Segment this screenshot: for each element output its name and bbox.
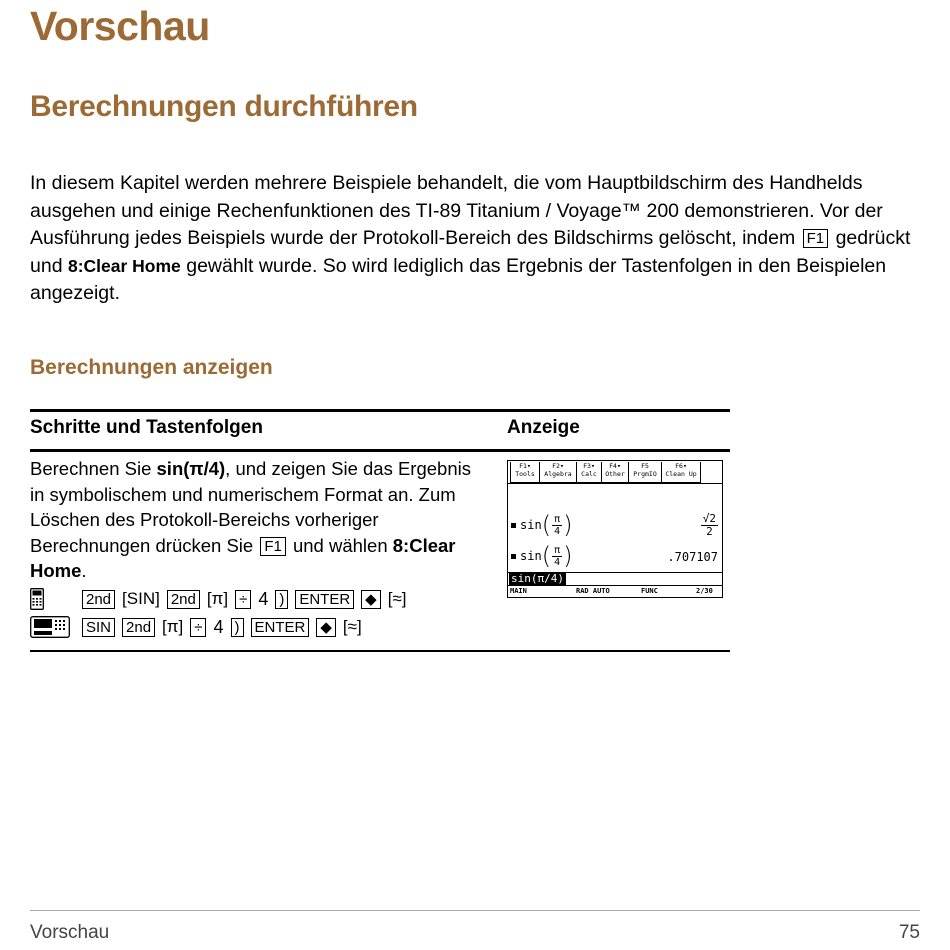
key-approx-label: ≈: [347, 617, 357, 636]
step-description: [30, 456, 490, 584]
footer-divider: [30, 910, 920, 911]
calculator-screen: [507, 460, 723, 598]
bullet-icon: [511, 554, 516, 559]
key-2nd: 2nd: [82, 590, 115, 609]
status-bar: [508, 585, 722, 597]
entry-line: sin(π/4): [511, 572, 564, 585]
key-pi: [π]: [206, 589, 229, 608]
table-header-rule: [30, 449, 730, 452]
digit-4: 4: [258, 588, 269, 609]
result-symbolic: $\frac{√2}{2}$: [702, 512, 716, 538]
table-top-rule: [30, 409, 730, 412]
step-text-4: .: [81, 560, 87, 581]
tab-clean-up: F6▾ Clean Up: [661, 462, 701, 483]
step-text-3: und wählen: [292, 534, 388, 556]
history-entry-numeric: sin ( $\frac{\pi}{4}$ ): [511, 544, 572, 568]
entry-function: sin: [520, 518, 542, 532]
key-sin: SIN: [82, 618, 115, 637]
f1-key: F1: [803, 229, 829, 248]
intro-text-1: In diesem Kapitel werden mehrere Beispiele behandelt, die vom Hauptbildschirm des Handhelds ausgehen und einige Rechenfunktionen des TI-89 Titanium / Voyage™ 200 demonstrieren. Vor der Ausführung jedes Beispiels wurde der Protokoll-Bereich des Bildschirms gelöscht, indem: [30, 172, 883, 249]
tab-algebra: F2▾ Algebra: [539, 462, 577, 483]
step-expression: sin(π/4): [156, 458, 226, 479]
key-enter: ENTER: [251, 618, 310, 637]
tab-other: F4▾ Other: [601, 462, 629, 483]
key-2nd: 2nd: [122, 618, 155, 637]
voyage200-calculator-icon: [30, 616, 72, 638]
table-bottom-rule: [30, 650, 730, 652]
result-numeric: .707107: [667, 550, 718, 564]
key-approx-label: ≈: [392, 589, 402, 608]
key-approx: [≈]: [342, 617, 362, 636]
entry-function: sin: [520, 549, 542, 563]
digit-4: 4: [213, 616, 224, 637]
entry-fraction: $\frac{\pi}{4}$: [554, 544, 561, 568]
intro-paragraph: [30, 170, 930, 308]
step-text-2: , und zeigen Sie das Ergebnis in symbolischem und numerischem Format an. Zum Löschen des Protokoll-Bereichs vorheriger Berechnungen drücken Sie: [30, 458, 471, 556]
tab-calc: F3▾ Calc: [576, 462, 602, 483]
key-close-paren: ): [231, 618, 244, 637]
toolbar-menu: [508, 461, 722, 483]
key-pi-label: π: [166, 617, 179, 636]
bullet-icon: [511, 523, 516, 528]
ti89-key-sequence: [30, 587, 414, 611]
status-mode: MAIN: [510, 587, 527, 595]
key-sin-label: SIN: [126, 589, 156, 608]
key-enter: ENTER: [295, 590, 354, 609]
key-2nd: 2nd: [167, 590, 200, 609]
key-divide: ÷: [235, 590, 251, 609]
entry-fraction: $\frac{\pi}{4}$: [554, 513, 561, 537]
menu-divider: [508, 483, 722, 484]
key-pi: [π]: [162, 617, 184, 636]
footer-section: Vorschau: [30, 922, 110, 943]
history-entry-symbolic: sin ( $\frac{\pi}{4}$ ): [511, 513, 572, 537]
subsection-heading: Berechnungen anzeigen: [30, 356, 273, 379]
table-header-display: Anzeige: [507, 417, 580, 438]
page-number: 75: [898, 922, 920, 943]
table-header-steps: Schritte und Tastenfolgen: [30, 417, 263, 438]
intro-text-3: gewählt wurde. So wird lediglich das Ergebnis der Tastenfolgen in den Beispielen angezeigt.: [30, 254, 887, 304]
status-history-count: 2/30: [696, 587, 713, 595]
key-diamond: ◆: [361, 590, 381, 609]
step-text-1: Berechnen Sie: [30, 458, 152, 479]
menu-item-clear-home: 8:Clear Home: [67, 255, 181, 276]
intro-text-2: gedrückt und: [30, 227, 911, 277]
key-divide: ÷: [190, 618, 206, 637]
key-sin: [SIN]: [122, 589, 160, 608]
section-heading: Berechnungen durchführen: [30, 90, 418, 123]
key-close-paren: ): [275, 590, 288, 609]
voyage200-key-sequence: [30, 615, 369, 639]
f1-key: F1: [260, 537, 286, 556]
key-pi-label: π: [211, 589, 224, 608]
status-angle: RAD AUTO: [576, 587, 610, 595]
key-approx: [≈]: [387, 589, 407, 608]
tab-tools: F1▾ Tools: [510, 462, 540, 483]
page-title: Vorschau: [30, 3, 210, 49]
menu-item-clear-home: 8:Clear Home: [30, 534, 456, 581]
ti89-calculator-icon: [30, 588, 72, 610]
status-graph-mode: FUNC: [641, 587, 658, 595]
key-diamond: ◆: [316, 618, 336, 637]
tab-prgmio: F5 PrgmIO: [628, 462, 662, 483]
